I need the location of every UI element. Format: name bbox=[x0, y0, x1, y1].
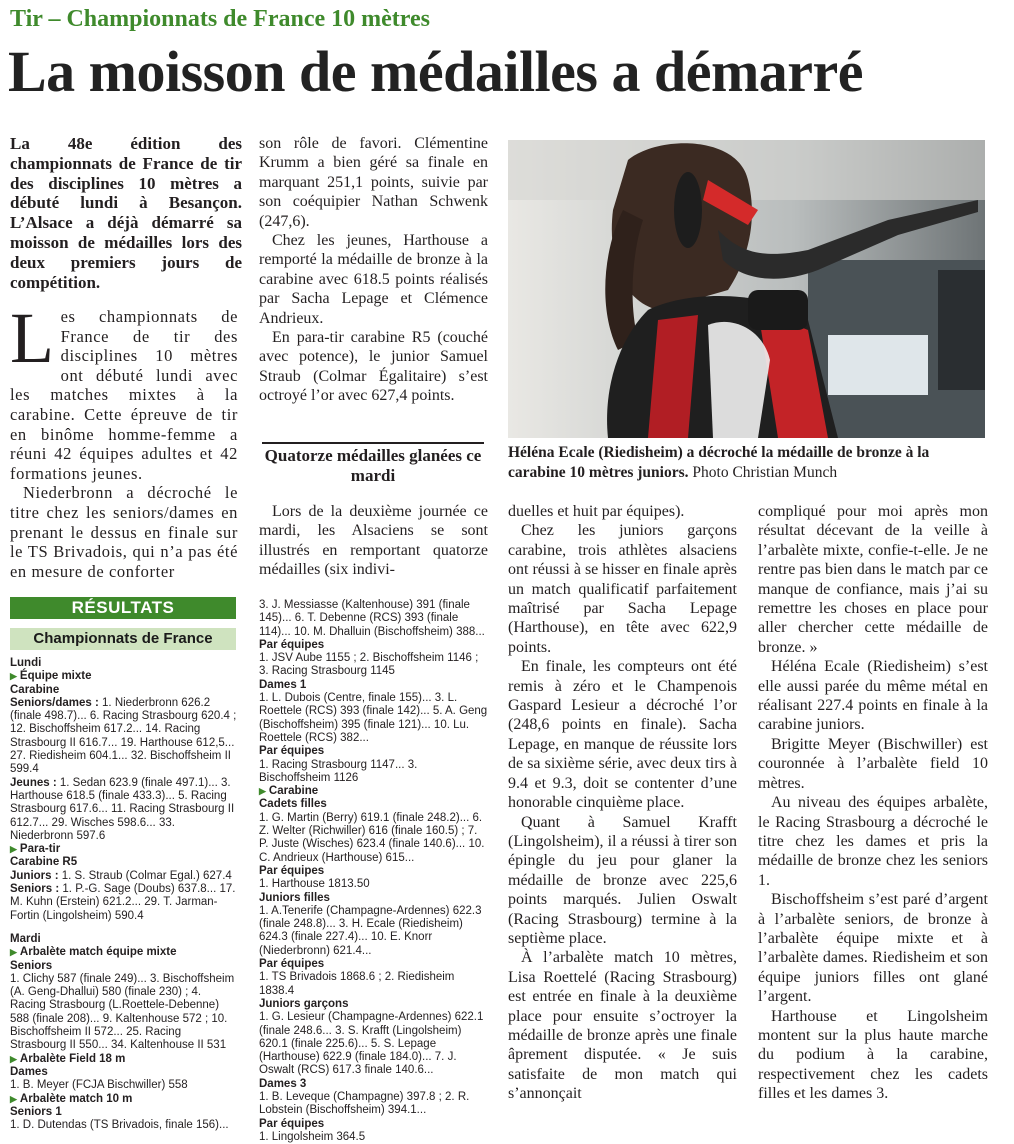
results-title: RÉSULTATS bbox=[10, 597, 236, 619]
results-label: Seniors : bbox=[10, 883, 60, 896]
results-line bbox=[10, 697, 238, 777]
results-label: Jeunes : bbox=[10, 776, 57, 789]
photo-illustration bbox=[508, 140, 985, 438]
results-category: ▶ Équipe mixte bbox=[10, 670, 238, 683]
article-paragraph: Lors de la deuxième journée ce mardi, les Alsaciens se sont illustrés en remportant quatorze médailles (six indivi- bbox=[259, 503, 488, 579]
results-values: 1. P.-G. Sage (Doubs) 637.8... 17. M. Kuhn (Erstein) 621.2... 29. T. Jarman-Fortin (Lingolsheim) 590.4 bbox=[10, 883, 236, 922]
subheading: Quatorze médailles glanées ce mardi bbox=[262, 442, 484, 486]
results-line: 1. Racing Strasbourg 1147... 3. Bischoffsheim 1126 bbox=[259, 758, 418, 784]
results-heading: Seniors bbox=[10, 959, 53, 972]
chapo-text: La 48e édition des championnats de France de tir des disciplines 10 mètres a débuté lundi à Besançon. L’Alsace a déjà démarré sa moisson de médailles lors des deux premiers jours de compétition. bbox=[10, 134, 242, 292]
lead-paragraph: es championnats de France de tir des disciplines 10 mètres ont débuté lundi avec les matches mixtes à la carabine. Cette épreuve de tir en binôme homme-femme a réuni 42 équipes adultes et 42 formations jeunes. bbox=[10, 307, 238, 483]
results-heading: Juniors filles bbox=[259, 891, 330, 904]
results-heading: Par équipes bbox=[259, 638, 325, 651]
article-paragraph: En finale, les compteurs ont été remis à zéro et le Champenois Gaspard Lesieur a décroché l’or (248,6 points en finale). Sacha Lepage, en manque de réussite lors de sa sixième série, avec deux tirs à 9.4 et 9.3, doit se contenter d’une honorable cinquième place. bbox=[508, 658, 737, 812]
results-line: 1. TS Brivadois 1868.6 ; 2. Riedisheim 1838.4 bbox=[259, 971, 455, 997]
article-paragraph: compliqué pour moi après mon résultat décevant de la veille à l’arbalète mixte, confie-t-elle. Je ne rentre pas bien dans le match par ce manque de confiance, mais j’ai su remettre les choses en place pour aller chercher cette médaille de bronze. » bbox=[758, 503, 988, 656]
results-heading: Cadets filles bbox=[259, 798, 327, 811]
article-paragraph: Chez les juniors garçons carabine, trois athlètes alsaciens ont réussi à se hisser en finale après un match qualificatif parfaitement maîtrisé par Sacha Lepage (Harthouse), en tête avec 622,9 points. bbox=[508, 522, 737, 656]
kicker: Tir – Championnats de France 10 mètres bbox=[10, 6, 430, 32]
results-line: 1. B. Leveque (Champagne) 397.8 ; 2. R. Lobstein (Bischoffsheim) 394.1... bbox=[259, 1090, 470, 1117]
results-category: ▶ Arbalète match 10 m bbox=[10, 1093, 238, 1106]
results-spacer bbox=[10, 923, 238, 933]
results-line: 1. Clichy 587 (finale 249)... 3. Bischoffsheim (A. Geng-Dhallui) 580 (finale 230) ; 4. Racing Strasbourg (L.Roettele-Debenne) 588 (finale 208)... 9. Kaltenhouse 572 ; 10. Bischoffsheim II 572... 25. Racing Strasbourg II 550... 34. Kaltenhouse II 531 bbox=[10, 972, 235, 1052]
article-paragraph: Chez les jeunes, Harthouse a remporté la médaille de bronze à la carabine avec 618.5 points réalisés par Sacha Lepage et Clémence Andrieux. bbox=[259, 232, 488, 327]
results-line bbox=[10, 870, 238, 883]
results-line: 3. J. Messiasse (Kaltenhouse) 391 (finale 145)... 6. T. Debenne (RCS) 393 (finale 114)... 10. M. Dhalluin (Bischoffsheim) 388... bbox=[259, 599, 485, 638]
results-line: 1. G. Lesieur (Champagne-Ardennes) 622.1 (finale 248.6... 3. S. Krafft (Lingolsheim) 620.1 (finale 225.6)... 5. S. Lepage (Harthouse) 622.9 (finale 184.0)... 7. J. Oswalt (RCS) 617.3 finale 140.6... bbox=[259, 1011, 484, 1077]
results-heading: Dames bbox=[10, 1065, 48, 1078]
column-2-top bbox=[259, 134, 488, 406]
results-category: ▶ Arbalète Field 18 m bbox=[10, 1053, 238, 1066]
results-list-1 bbox=[10, 657, 238, 1132]
results-heading: Dames 3 bbox=[259, 1077, 307, 1090]
article-paragraph: duelles et huit par équipes). bbox=[508, 503, 685, 520]
results-heading: Par équipes bbox=[259, 745, 325, 758]
article-paragraph: En para-tir carabine R5 (couché avec potence), le junior Samuel Straub (Colmar Égalitaire) s’est octroyé l’or avec 627,4 points. bbox=[259, 329, 488, 405]
results-line: 1. JSV Aube 1155 ; 2. Bischoffsheim 1146 ; 3. Racing Strasbourg 1145 bbox=[259, 652, 479, 678]
results-heading: Carabine R5 bbox=[10, 856, 78, 869]
results-heading: Juniors garçons bbox=[259, 997, 349, 1010]
lead-paragraph: Niederbronn a décroché le titre chez les seniors/dames en prenant le dessus en finale sur le TS Brivadois, qui n’a pas été en mesure de conforter bbox=[10, 483, 238, 581]
column-4 bbox=[758, 502, 988, 1104]
results-line: 1. A.Tenerife (Champagne-Ardennes) 622.3 (finale 248.8)... 3. H. Ecale (Riedisheim) 624.3 (finale 227.4)... 10. E. Knorr (Niederbronn) 621.4... bbox=[259, 904, 482, 957]
results-heading: Lundi bbox=[10, 657, 42, 669]
article-paragraph: À l’arbalète match 10 mètres, Lisa Roettelé (Racing Strasbourg) est entrée en finale à la deuxième place pour ensuite s’octroyer la médaille de bronze après une finale âprement disputée. « Je suis satisfaite de mon match qui s’annonçait bbox=[508, 949, 737, 1103]
article-paragraph: Bischoffsheim s’est paré d’argent à l’arbalète seniors, de bronze à l’arbalète équipe mixte et à l’arbalète dames. Riedisheim et son équipe juniors filles ont glané l’argent. bbox=[758, 891, 988, 1006]
athlete-photo bbox=[508, 140, 985, 438]
results-subtitle: Championnats de France bbox=[10, 628, 236, 650]
caption-text: Héléna Ecale (Riedisheim) a décroché la médaille de bronze à la carabine 10 mètres juniors. bbox=[508, 444, 930, 481]
results-line: 1. Lingolsheim 364.5 bbox=[259, 1130, 366, 1143]
results-values: 1. Sedan 623.9 (finale 497.1)... 3. Harthouse 618.5 (finale 433.3)... 5. Racing Strasbourg 617.6... 11. Racing Strasbourg II 612.7... 29. Wisches 598.6... 33. Niederbronn 597.6 bbox=[10, 776, 235, 842]
column-3 bbox=[508, 502, 737, 1104]
chapo bbox=[10, 134, 242, 292]
column-2-mid bbox=[259, 502, 488, 580]
results-line: 1. D. Dutendas (TS Brivadois, finale 156)... bbox=[10, 1119, 229, 1132]
photo-caption bbox=[508, 443, 988, 483]
results-heading: Mardi bbox=[10, 932, 41, 945]
results-heading: Par équipes bbox=[259, 864, 325, 877]
results-line: 1. L. Dubois (Centre, finale 155)... 3. L. Roettele (RCS) 393 (finale 142)... 5. A. Geng (Bischoffsheim) 395 (finale 121)... 10. Lu. Roettele (RCS) 382... bbox=[259, 692, 488, 744]
article-paragraph: son rôle de favori. Clémentine Krumm a bien géré sa finale en marquant 251,1 points, suivie par son coéquipier Nathan Schwenk (247,6). bbox=[259, 135, 488, 230]
results-category: ▶ Para-tir bbox=[10, 843, 238, 856]
headline: La moisson de médailles a démarré bbox=[8, 39, 864, 104]
article-paragraph: Quant à Samuel Krafft (Lingolsheim), il a réussi à tirer son épingle du jeu pour glaner la médaille de bronze avec 225,6 points marqués. Julien Oswalt (Racing Strasbourg) termine à la septième place. bbox=[508, 813, 737, 947]
results-values: 1. S. Straub (Colmar Egal.) 627.4 bbox=[58, 869, 232, 882]
drop-cap: L bbox=[10, 298, 55, 378]
results-heading: Seniors 1 bbox=[10, 1105, 62, 1118]
lead-column bbox=[10, 298, 238, 581]
results-category: ▶ Arbalète match équipe mixte bbox=[10, 946, 238, 959]
results-line: 1. B. Meyer (FCJA Bischwiller) 558 bbox=[10, 1079, 188, 1092]
results-list-2 bbox=[259, 599, 488, 1144]
photo-credit: Photo Christian Munch bbox=[692, 464, 838, 481]
results-line: 1. Harthouse 1813.50 bbox=[259, 878, 370, 891]
results-label: Juniors : bbox=[10, 869, 59, 882]
results-heading: Par équipes bbox=[259, 1117, 325, 1130]
results-label: Seniors/dames : bbox=[10, 696, 99, 709]
article-paragraph: Harthouse et Lingolsheim montent sur la plus haute marche du podium à la carabine, respectivement chez les cadets filles et les dames 3. bbox=[758, 1007, 988, 1103]
results-line bbox=[10, 883, 238, 923]
results-line bbox=[10, 777, 238, 843]
article-paragraph: Brigitte Meyer (Bischwiller) est couronnée à l’arbalète field 10 mètres. bbox=[758, 735, 988, 792]
results-category: ▶ Carabine bbox=[259, 785, 488, 798]
article-paragraph: Héléna Ecale (Riedisheim) s’est elle aussi parée du même métal en réalisant 227.4 points en finale à la carabine juniors. bbox=[758, 658, 988, 734]
results-heading: Dames 1 bbox=[259, 678, 307, 691]
results-line: 1. G. Martin (Berry) 619.1 (finale 248.2)... 6. Z. Welter (Richwiller) 616 (finale 160.5) ; 7. P. Juste (Wisches) 623.4 (finale 140.6)... 10. C. Andrieux (Harthouse) 615... bbox=[259, 811, 485, 864]
article-paragraph: Au niveau des équipes arbalète, le Racing Strasbourg a décroché le titre chez les dames et pris la médaille de bronze chez les seniors 1. bbox=[758, 794, 988, 889]
results-heading: Carabine bbox=[10, 683, 60, 696]
results-heading: Par équipes bbox=[259, 958, 325, 971]
results-values: 1. Niederbronn 626.2 (finale 498.7)... 6. Racing Strasbourg 620.4 ; 12. Bischoffsheim 617.2... 14. Racing Strasbourg II 616.7... 19. Harthouse 612,5... 27. Riedisheim 604.1... 32. Bischoffsheim II 599.4 bbox=[10, 696, 237, 776]
